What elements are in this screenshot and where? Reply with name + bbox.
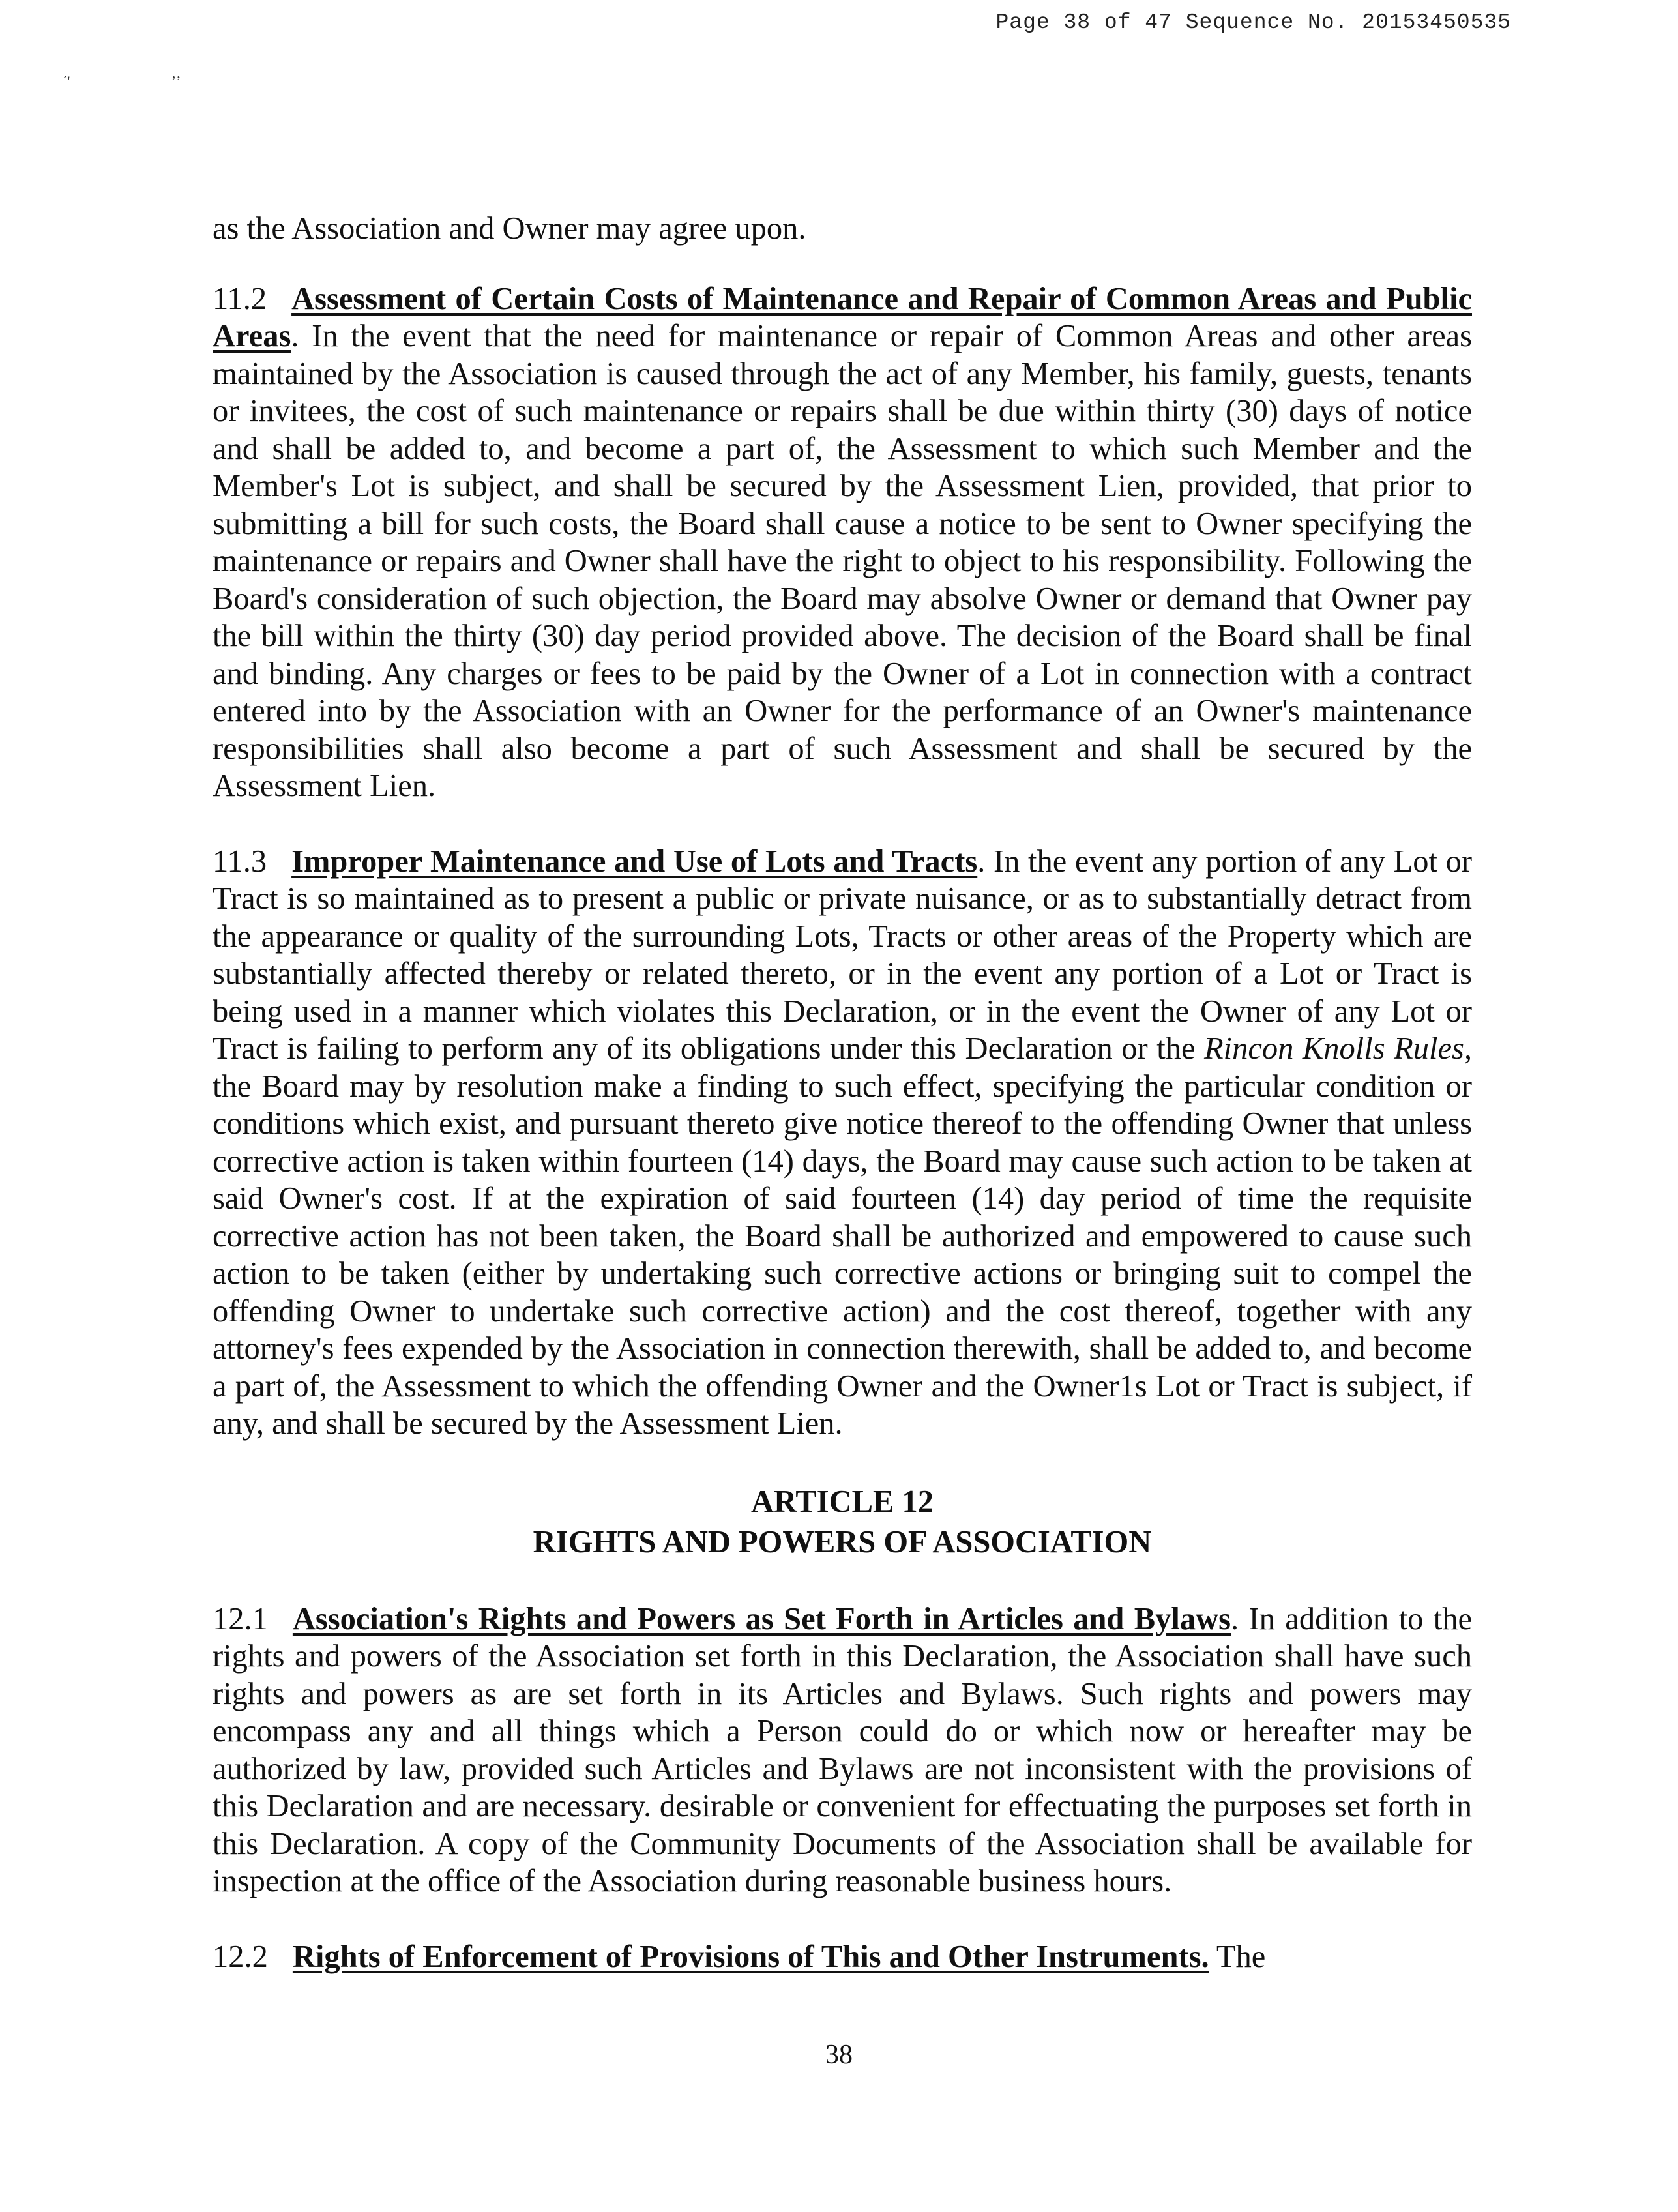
page-number: 38 [825, 2040, 853, 2070]
section-12-1 [213, 1600, 1472, 1900]
scan-mark-right: ʼʼ [171, 73, 181, 89]
page-sequence-stamp: Page 38 of 47 Sequence No. 20153450535 [995, 10, 1511, 35]
section-number: 12.1 [213, 1601, 268, 1636]
scan-marks [63, 73, 278, 90]
article-number: ARTICLE 12 [751, 1484, 934, 1519]
scan-mark-left: ´' [63, 73, 70, 89]
section-text-continued: the Board may by resolution make a finding to such effect, specifying the particular condition or conditions which exist, and pursuant thereto give notice thereof to the offending Owner that unless corrective action is taken within fourteen (14) days, the Board may cause such action to be taken at said Owner's cost. If at the expiration of said fourteen (14) day period of time the requisite corrective action has not been taken, the Board shall be authorized and empowered to cause such action to be taken (either by undertaking such corrective actions or bringing suit to compel the offending Owner to undertake such corrective action) and the cost thereof, together with any attorney's fees expended by the Association in connection therewith, shall be added to, and become a part of, the Assessment to which the offending Owner and the Owner1s Lot or Tract is subject, if any, and shall be secured by the Assessment Lien. [213, 1069, 1472, 1441]
article-heading [213, 1482, 1472, 1563]
section-11-2 [213, 280, 1472, 805]
section-heading: Assessment of Certain Costs of Maintenance and Repair of Common Areas and Public Areas [213, 281, 1472, 353]
section-number: 12.2 [213, 1939, 268, 1974]
section-text: . In the event that the need for maintenance or repair of Common Areas and other areas maintained by the Association is caused through the act of any Member, his family, guests, tenants or invitees, the cost of such maintenance or repairs shall be due within thirty (30) days of notice and shall be added to, and become a part of, the Assessment to which such Member and the Member's Lot is subject, and shall be secured by the Assessment Lien, provided, that prior to submitting a bill for such costs, the Board shall cause a notice to be sent to Owner specifying the maintenance or repairs and Owner shall have the right to object to his responsibility. Following the Board's consideration of such objection, the Board may absolve Owner or demand that Owner pay the bill within the thirty (30) day period provided above. The decision of the Board shall be final and binding. Any charges or fees to be paid by the Owner of a Lot in connection with a contract entered into by the Association with an Owner for the performance of an Owner's maintenance responsibilities shall also become a part of such Assessment and shall be secured by the Assessment Lien. [213, 319, 1472, 803]
section-heading: Improper Maintenance and Use of Lots and Tracts [291, 844, 978, 879]
section-12-2 [213, 1938, 1472, 1976]
document-body [213, 210, 1472, 1975]
section-number: 11.2 [213, 281, 267, 316]
section-text: The [1209, 1939, 1266, 1974]
article-title: RIGHTS AND POWERS OF ASSOCIATION [533, 1524, 1152, 1559]
intro-paragraph: as the Association and Owner may agree upon. [213, 211, 806, 246]
section-text: . In the event any portion of any Lot or Tract is so maintained as to present a public or private nuisance, or as to substantially detract from the appearance or quality of the surrounding Lots, Tracts or other areas of the Property which are substantially affected thereby or related thereto, or in the event any portion of a Lot or Tract is being used in a manner which violates this Declaration, or in the event the Owner of any Lot or Tract is failing to perform any of its obligations under this Declaration or the [213, 844, 1472, 1066]
rules-title: Rincon Knolls Rules, [1204, 1031, 1472, 1066]
section-text: . In addition to the rights and powers of the Association set forth in this Declaration, the Association shall have such rights and powers as are set forth in its Articles and Bylaws. Such rights and powers may encompass any and all things which a Person could do or which now or hereafter may be authorized by law, provided such Articles and Bylaws are not inconsistent with the provisions of this Declaration and are necessary. desirable or convenient for effectuating the purposes set forth in this Declaration. A copy of the Community Documents of the Association shall be available for inspection at the office of the Association during reasonable business hours. [213, 1601, 1472, 1898]
section-11-3 [213, 843, 1472, 1443]
section-number: 11.3 [213, 844, 267, 879]
section-heading: Rights of Enforcement of Provisions of This and Other Instruments. [292, 1939, 1209, 1974]
section-heading: Association's Rights and Powers as Set Forth in Articles and Bylaws [292, 1601, 1231, 1636]
